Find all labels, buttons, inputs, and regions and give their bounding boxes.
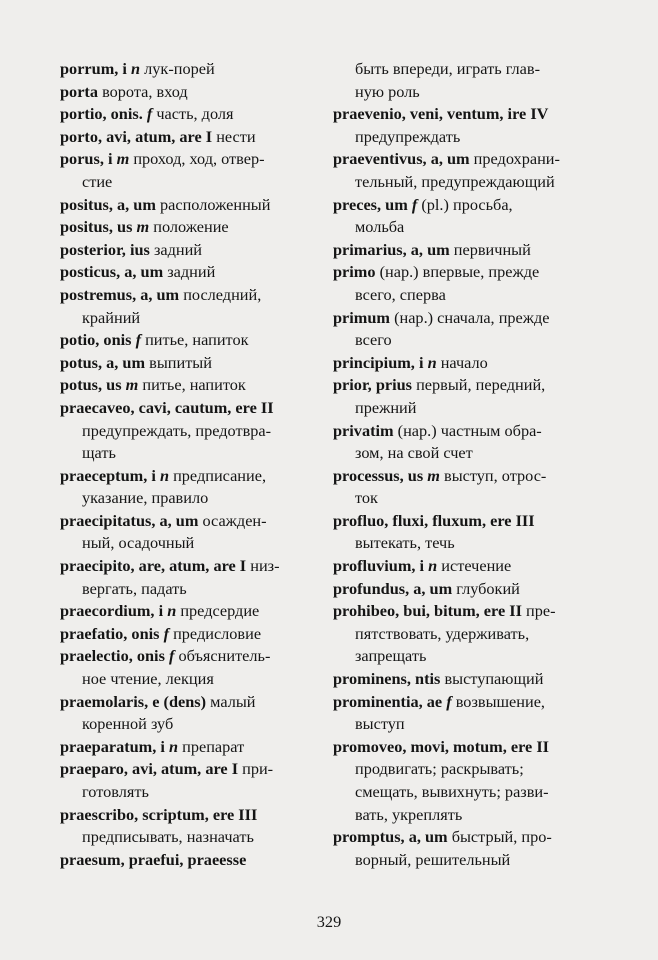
entry-headword: praeceptum, i bbox=[60, 465, 156, 485]
entry-definition: предохрани- bbox=[473, 149, 560, 169]
entry-gender: f bbox=[168, 646, 175, 666]
entry-definition: первичный bbox=[453, 239, 531, 259]
entry-headword: principium, i bbox=[333, 352, 424, 372]
dictionary-entry bbox=[60, 126, 310, 149]
dictionary-entry bbox=[60, 645, 310, 690]
entry-headword: processus, us bbox=[333, 465, 424, 485]
entry-headword: prominentia, ae bbox=[333, 691, 443, 711]
entry-definition-continued: тельный, предупреждающий bbox=[355, 171, 555, 191]
entry-headword: prior, prius bbox=[333, 375, 413, 395]
entry-definition: быстрый, про- bbox=[451, 827, 552, 847]
entry-headword: profundus, a, um bbox=[333, 578, 453, 598]
entry-definition: выступающий bbox=[444, 669, 544, 689]
entry-headword: praecaveo, cavi, cautum, ere II bbox=[60, 397, 274, 417]
dictionary-entry bbox=[60, 623, 310, 646]
dictionary-entry bbox=[60, 103, 310, 126]
entry-definition-continued: ворный, решительный bbox=[355, 849, 511, 869]
dictionary-entry bbox=[60, 555, 310, 600]
entry-gender: m bbox=[427, 465, 440, 485]
entry-definition-continued: ное чтение, лекция bbox=[82, 669, 214, 689]
dictionary-entry bbox=[60, 216, 310, 239]
entry-definition: возвышение, bbox=[455, 691, 545, 711]
entry-definition: при- bbox=[242, 759, 274, 779]
entry-definition-continued: предписывать, назначать bbox=[82, 827, 254, 847]
entry-headword: preces, um bbox=[333, 194, 408, 214]
entry-headword: positus, a, um bbox=[60, 194, 156, 214]
entry-definition: выпитый bbox=[149, 352, 212, 372]
dictionary-entry bbox=[333, 103, 589, 148]
entry-definition: пре- bbox=[526, 601, 556, 621]
entry-definition: задний bbox=[167, 262, 216, 282]
dictionary-entry bbox=[60, 81, 310, 104]
entry-headword: primarius, a, um bbox=[333, 239, 450, 259]
entry-definition: выступ, отрос- bbox=[444, 465, 547, 485]
entry-definition-continued: предупреждать, предотвра- щать bbox=[82, 420, 272, 463]
dictionary-entry bbox=[60, 58, 310, 81]
page-number: 329 bbox=[316, 912, 342, 931]
entry-headword: privatim bbox=[333, 420, 394, 440]
entry-definition: питье, напиток bbox=[145, 330, 249, 350]
dictionary-entry bbox=[333, 148, 589, 193]
entry-headword: promptus, a, um bbox=[333, 827, 448, 847]
dictionary-entry bbox=[333, 374, 589, 419]
entry-definition: предисловие bbox=[173, 623, 262, 643]
entry-definition: последний, bbox=[183, 284, 262, 304]
entry-definition-continued: всего bbox=[355, 330, 392, 350]
entry-definition: истечение bbox=[441, 556, 512, 576]
entry-definition-continued: готовлять bbox=[82, 782, 149, 801]
dictionary-entry bbox=[60, 148, 310, 193]
entry-definition-continued: крайний bbox=[82, 307, 141, 327]
entry-definition-continued: вытекать, течь bbox=[355, 533, 455, 553]
entry-gender: m bbox=[136, 217, 150, 237]
entry-gender: n bbox=[131, 59, 141, 78]
entry-gender: n bbox=[167, 601, 177, 621]
left-column bbox=[60, 58, 310, 871]
entry-definition: ворота, вход bbox=[102, 81, 188, 101]
entry-gender: m bbox=[116, 149, 130, 169]
entry-headword: praecipitatus, a, um bbox=[60, 510, 199, 530]
entry-definition-continued: ток bbox=[355, 488, 378, 508]
dictionary-entry bbox=[333, 510, 589, 555]
entry-headword: profluo, fluxi, fluxum, ere III bbox=[333, 510, 535, 530]
entry-headword: praesum, praefui, praeesse bbox=[60, 849, 247, 869]
entry-definition-continued: выступ bbox=[355, 714, 405, 734]
entry-definition: часть, доля bbox=[156, 104, 234, 124]
entry-definition: расположенный bbox=[160, 194, 271, 214]
entry-definition-continued: продвигать; раскрывать; смещать, вывихнуть; разви- вать, укреплять bbox=[355, 759, 549, 824]
entry-definition: питье, напиток bbox=[142, 375, 246, 395]
entry-headword: porta bbox=[60, 81, 98, 101]
entry-gender: n bbox=[427, 352, 437, 372]
entry-definition: (нар.) сначала, прежде bbox=[394, 307, 550, 327]
dictionary-entry bbox=[60, 849, 310, 872]
entry-headword: porrum, i bbox=[60, 59, 127, 78]
entry-headword: praevenio, veni, ventum, ire IV bbox=[333, 104, 549, 124]
entry-definition-continued: прежний bbox=[355, 397, 417, 417]
entry-gender: f bbox=[135, 330, 141, 350]
entry-definition: проход, ход, отвер- bbox=[133, 149, 265, 169]
entry-definition-continued: указание, правило bbox=[82, 488, 209, 508]
entry-definition-continued: мольба bbox=[355, 217, 405, 237]
dictionary-entry bbox=[333, 555, 589, 578]
dictionary-entry bbox=[60, 261, 310, 284]
entry-headword: potio, onis bbox=[60, 330, 132, 350]
entry-definition: объяснитель- bbox=[178, 646, 271, 666]
dictionary-entry bbox=[60, 329, 310, 352]
dictionary-entry bbox=[60, 465, 310, 510]
dictionary-entry bbox=[60, 352, 310, 375]
entry-definition: первый, передний, bbox=[416, 375, 546, 395]
dictionary-entry bbox=[60, 804, 310, 849]
dictionary-entry bbox=[333, 691, 589, 736]
dictionary-entry bbox=[60, 736, 310, 759]
dictionary-entry bbox=[333, 194, 589, 239]
dictionary-entry bbox=[60, 374, 310, 397]
entry-headword: praemolaris, e (dens) bbox=[60, 691, 207, 711]
entry-definition: задний bbox=[153, 239, 203, 259]
dictionary-entry bbox=[60, 510, 310, 555]
entry-headword: praefatio, onis bbox=[60, 623, 160, 643]
entry-headword: porus, i bbox=[60, 149, 113, 169]
entry-definition-continued: вергать, падать bbox=[82, 578, 187, 598]
entry-definition: лук-порей bbox=[144, 59, 215, 78]
right-column bbox=[333, 58, 589, 871]
entry-headword: praeparo, avi, atum, are I bbox=[60, 759, 239, 779]
entry-headword: praelectio, onis bbox=[60, 646, 165, 666]
entry-definition: низ- bbox=[250, 556, 280, 576]
entry-gender: f bbox=[411, 194, 418, 214]
entry-definition-continued: всего, сперва bbox=[355, 284, 446, 304]
entry-gender: n bbox=[159, 465, 169, 485]
dictionary-entry bbox=[333, 58, 589, 103]
entry-headword: posterior, ius bbox=[60, 239, 150, 259]
entry-definition: (нар.) частным обра- bbox=[397, 420, 542, 440]
entry-gender: f bbox=[146, 104, 153, 124]
entry-definition: (pl.) просьба, bbox=[421, 194, 513, 214]
entry-definition-continued: предупреждать bbox=[355, 126, 461, 146]
dictionary-entry bbox=[333, 578, 589, 601]
entry-headword: prohibeo, bui, bitum, ere II bbox=[333, 601, 522, 621]
entry-definition: нести bbox=[216, 126, 256, 146]
entry-definition: предсердие bbox=[180, 601, 260, 621]
dictionary-entry bbox=[333, 239, 589, 262]
entry-headword: positus, us bbox=[60, 217, 133, 237]
entry-definition: предписание, bbox=[173, 465, 267, 485]
dictionary-entry bbox=[333, 352, 589, 375]
entry-definition: начало bbox=[440, 352, 488, 372]
dictionary-entry bbox=[333, 668, 589, 691]
entry-headword: profluvium, i bbox=[333, 556, 425, 576]
dictionary-entry bbox=[333, 261, 589, 306]
entry-headword: potus, a, um bbox=[60, 352, 146, 372]
entry-headword: prominens, ntis bbox=[333, 669, 441, 689]
dictionary-entry bbox=[333, 600, 589, 668]
entry-headword: primum bbox=[333, 307, 390, 327]
entry-gender: m bbox=[125, 375, 139, 395]
dictionary-entry bbox=[333, 307, 589, 352]
entry-headword: portio, onis. bbox=[60, 104, 143, 124]
dictionary-entry bbox=[60, 600, 310, 623]
entry-definition: препарат bbox=[182, 736, 245, 756]
entry-headword: porto, avi, atum, are I bbox=[60, 126, 213, 146]
entry-definition: глубокий bbox=[456, 578, 520, 598]
entry-definition-continued: зом, на свой счет bbox=[355, 443, 473, 463]
entry-definition-continued: ный, осадочный bbox=[82, 533, 195, 553]
dictionary-entry bbox=[333, 736, 589, 826]
dictionary-entry bbox=[60, 194, 310, 217]
entry-definition-continued: пятствовать, удерживать, запрещать bbox=[355, 623, 530, 666]
entry-headword: praeventivus, a, um bbox=[333, 149, 470, 169]
entry-headword: praecipito, are, atum, are I bbox=[60, 556, 247, 576]
dictionary-entry bbox=[333, 420, 589, 465]
entry-headword: promoveo, movi, motum, ere II bbox=[333, 736, 549, 756]
entry-headword: potus, us bbox=[60, 375, 122, 395]
entry-definition-continued: стие bbox=[82, 171, 113, 191]
entry-definition: (нар.) впервые, прежде bbox=[379, 262, 540, 282]
entry-headword: posticus, a, um bbox=[60, 262, 164, 282]
dictionary-entry bbox=[60, 397, 310, 465]
dictionary-entry bbox=[60, 284, 310, 329]
entry-headword: praescribo, scriptum, ere III bbox=[60, 804, 258, 824]
entry-gender: f bbox=[163, 623, 169, 643]
dictionary-entry bbox=[60, 239, 310, 262]
entry-definition: положение bbox=[153, 217, 229, 237]
entry-definition: осажден- bbox=[202, 510, 267, 530]
entry-headword: praeparatum, i bbox=[60, 736, 165, 756]
entry-gender: n bbox=[428, 556, 438, 576]
dictionary-entry bbox=[333, 465, 589, 510]
dictionary-entry bbox=[60, 758, 310, 803]
entry-headword: primo bbox=[333, 262, 376, 282]
entry-headword: postremus, a, um bbox=[60, 284, 180, 304]
entry-definition-continued: коренной зуб bbox=[82, 714, 174, 734]
entry-definition: малый bbox=[210, 691, 256, 711]
dictionary-entry bbox=[60, 691, 310, 736]
entry-gender: f bbox=[446, 691, 452, 711]
entry-headword: praecordium, i bbox=[60, 601, 164, 621]
entry-definition-continued: быть впереди, играть глав- ную роль bbox=[355, 59, 541, 101]
dictionary-entry bbox=[333, 826, 589, 871]
entry-gender: n bbox=[169, 736, 179, 756]
